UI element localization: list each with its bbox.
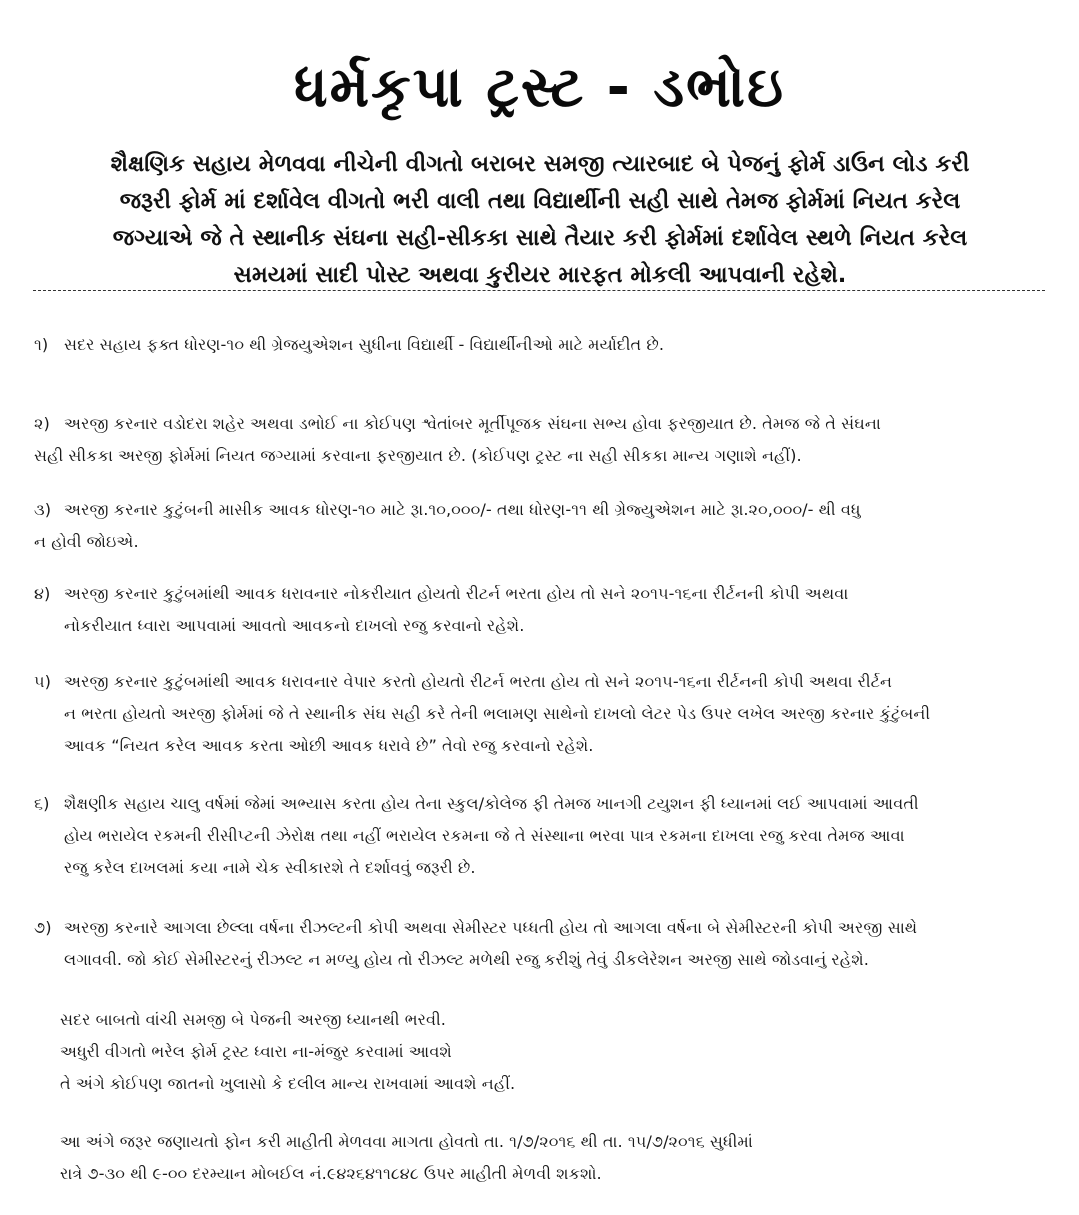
rule-text <box>34 666 1049 762</box>
rule-item-3-continued <box>34 526 1049 558</box>
closing-notes <box>60 1004 1050 1100</box>
rule-line: ન હોવી જોઇએ. <box>34 532 139 551</box>
rule-line: અરજી કરનાર કુટુંબમાંથી આવક ધરાવનાર વેપાર કરતો હોયતો રીટર્ન ભરતા હોય તો સને ૨૦૧૫-૧૬ના રીર્ટનની કોપી અથવા રીર્ટન <box>64 672 893 691</box>
rule-line: અરજી કરનારે આગલા છેલ્લા વર્ષના રીઝલ્ટની કોપી અથવા સેમીસ્ટર પધ્ધતી હોય તો આગલા વર્ષના બે સેમીસ્ટરની કોપી અરજી સાથે <box>64 918 918 937</box>
rule-item-1 <box>34 329 1049 361</box>
contact-line: રાત્રે ૭-૩૦ થી ૯-૦૦ દરમ્યાન મોબઈલ નં.૯૪૨૬૪૧૧૮૪૮ ઉપર માહીતી મેળવી શકશો. <box>60 1164 602 1183</box>
rule-line: અરજી કરનાર વડોદરા શહેર અથવા ડભોઈ ના કોઈપણ શ્વેતાંબર મૂર્તીપૂજક સંઘના સભ્ય હોવા ફરજીયાત છે. તેમજ જે તે સંઘના <box>64 414 881 433</box>
rule-number: ૨) <box>34 414 50 433</box>
rule-item-2-continued <box>34 440 1049 472</box>
rule-text <box>34 912 1049 976</box>
rule-line: રજુ કરેલ દાખલમાં કયા નામે ચેક સ્વીકારશે તે દર્શાવવું જરૂરી છે. <box>64 858 476 877</box>
rule-text <box>34 329 1049 361</box>
rule-line: ન ભરતા હોયતો અરજી ફોર્મમાં જે તે સ્થાનીક સંઘ સહી કરે તેની ભલામણ સાથેનો દાખલો લેટર પેડ ઉપર લખેલ અરજી કરનાર કુંટુંબની <box>64 704 931 723</box>
rule-item-4 <box>34 578 1049 642</box>
rule-number: ૫) <box>34 672 51 691</box>
rule-number: ૭) <box>34 918 52 937</box>
intro-line: શૈક્ષણિક સહાય મેળવવા નીચેની વીગતો બરાબર સમજી ત્યારબાદ બે પેજનું ફોર્મ ડાઉન લોડ કરી <box>110 151 970 177</box>
dashed-divider <box>33 290 1045 291</box>
intro-line: જગ્યાએ જે તે સ્થાનીક સંઘના સહી-સીકકા સાથે તૈયાર કરી ફોર્મમાં દર્શાવેલ સ્થળે નિયત કરેલ <box>112 225 968 251</box>
rule-line: નોકરીયાત ધ્વારા આપવામાં આવતો આવકનો દાખલો રજુ કરવાનો રહેશે. <box>64 616 525 635</box>
rule-item-3 <box>34 494 1049 526</box>
rule-line: સહી સીકકા અરજી ફોર્મમાં નિયત જગ્યામાં કરવાના ફરજીયાત છે. (કોઈપણ ટ્રસ્ટ ના સહી સીકકા માન્ય ગણાશે નહીં). <box>34 446 802 465</box>
rule-number: ૪) <box>34 584 51 603</box>
intro-line: સમયમાં સાદી પોસ્ટ અથવા કુરીયર મારફત મોકલી આપવાની રહેશે. <box>233 262 847 288</box>
rule-text <box>34 788 1049 884</box>
rule-number: ૬) <box>34 794 50 813</box>
rule-text <box>34 408 1049 440</box>
rule-line: શૈક્ષણીક સહાય ચાલુ વર્ષમાં જેમાં અભ્યાસ કરતા હોય તેના સ્કુલ/કોલેજ ફી તેમજ ખાનગી ટયુશન ફી ધ્યાનમાં લઈ આપવામાં આવતી <box>64 794 919 813</box>
note-line: સદર બાબતો વાંચી સમજી બે પેજની અરજી ધ્યાનથી ભરવી. <box>60 1010 446 1029</box>
rule-line: અરજી કરનાર કુટુંબની માસીક આવક ધોરણ-૧૦ માટે રૂા.૧૦,૦૦૦/- તથા ધોરણ-૧૧ થી ગ્રેજ્યુએશન માટે રૂા.૨૦,૦૦૦/- થી વધુ <box>64 500 861 519</box>
rule-item-2 <box>34 408 1049 440</box>
rule-text <box>34 578 1049 642</box>
rule-line: હોય ભરાયેલ રકમની રીસીપ્ટની ઝેરોક્ષ તથા નહીં ભરાયેલ રકમના જે તે સંસ્થાના ભરવા પાત્ર રકમના દાખલા રજુ કરવા તેમજ આવા <box>64 826 905 845</box>
rule-item-5 <box>34 666 1049 762</box>
rule-number: ૩) <box>34 500 52 519</box>
rule-item-6 <box>34 788 1049 884</box>
note-line: તે અંગે કોઈપણ જાતનો ખુલાસો કે દલીલ માન્ય રાખવામાં આવશે નહીં. <box>60 1074 516 1093</box>
intro-line: જરૂરી ફોર્મ માં દર્શાવેલ વીગતો ભરી વાલી તથા વિદ્યાર્થીની સહી સાથે તેમજ ફોર્મમાં નિયત કરેલ <box>119 188 961 214</box>
rule-text <box>34 494 1049 526</box>
intro-paragraph <box>30 146 1050 294</box>
contact-info <box>60 1126 1050 1190</box>
rule-item-7 <box>34 912 1049 976</box>
page-title: ધર્મકૃપા ટ્રસ્ટ - ડભોઇ <box>294 55 785 120</box>
rule-line: આવક “નિયત કરેલ આવક કરતા ઓછી આવક ધરાવે છે” તેવો રજુ કરવાનો રહેશે. <box>64 736 594 755</box>
contact-line: આ અંગે જરૂર જણાયતો ફોન કરી માહીતી મેળવવા માગતા હોવતો તા. ૧/૭/૨૦૧૬ થી તા. ૧૫/૭/૨૦૧૬ સુધીમાં <box>60 1132 753 1151</box>
rule-line: અરજી કરનાર કુટુંબમાંથી આવક ધરાવનાર નોકરીયાત હોયતો રીટર્ન ભરતા હોય તો સને ૨૦૧૫-૧૬ના રીર્ટનની કોપી અથવા <box>64 584 849 603</box>
note-line: અધુરી વીગતો ભરેલ ફોર્મ ટ્રસ્ટ ધ્વારા ના-મંજુર કરવામાં આવશે <box>60 1042 452 1061</box>
rule-line: સદર સહાય ફક્ત ધોરણ-૧૦ થી ગ્રેજયુએશન સુધીના વિદ્યાર્થી - વિદ્યાર્થીનીઓ માટે મર્યાદીત છે. <box>64 335 665 354</box>
rule-line: લગાવવી. જો કોઈ સેમીસ્ટરનું રીઝલ્ટ ન મળ્યુ હોય તો રીઝલ્ટ મળેથી રજુ કરીશું તેવું ડીકલેરેશન અરજી સાથે જોડવાનું રહેશે. <box>64 950 869 969</box>
rule-number: ૧) <box>34 335 49 354</box>
